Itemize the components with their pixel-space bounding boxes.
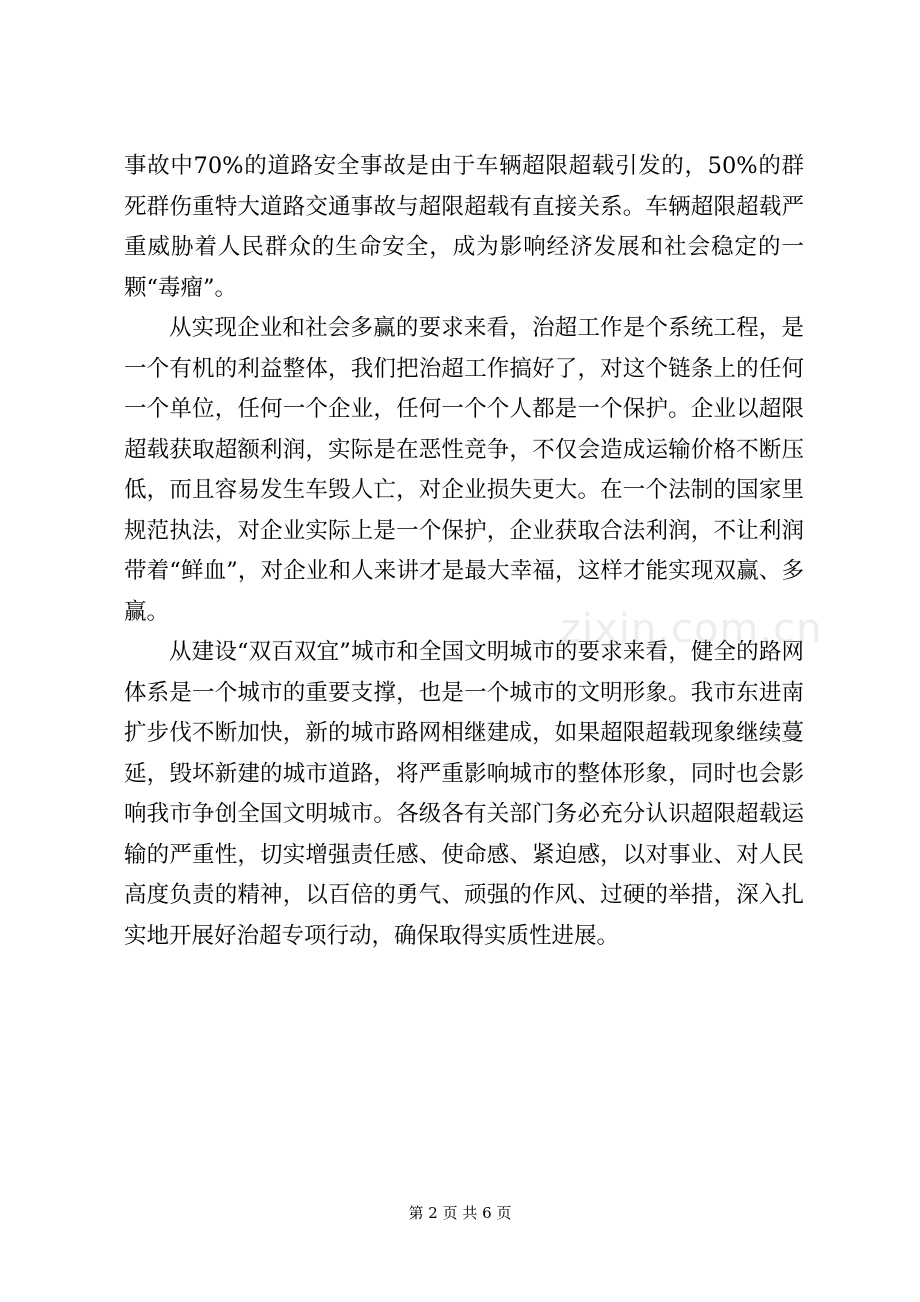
document-body: [124, 146, 804, 956]
watermark-text: zixin.com.cn: [560, 606, 823, 652]
page-footer-number: 第 2 页 共 6 页: [408, 1204, 512, 1222]
paragraph-3: 从建设“双百双宜”城市和全国文明城市的要求来看，健全的路网体系是一个城市的重要支撑，也是一个城市的文明形象。我市东进南扩步伐不断加快，新的城市路网相继建成，如果超限超载现象继续蔓延，毁坏新建的城市道路，将严重影响城市的整体形象，同时也会影响我市争创全国文明城市。各级各有关部门务必充分认识超限超载运输的严重性，切实增强责任感、使命感、紧迫感，以对事业、对人民高度负责的精神，以百倍的勇气、顽强的作风、过硬的举措，深入扎实地开展好治超专项行动，确保取得实质性进展。: [124, 639, 804, 949]
paragraph-2: 从实现企业和社会多赢的要求来看，治超工作是个系统工程，是一个有机的利益整体，我们把治超工作搞好了，对这个链条上的任何一个单位，任何一个企业，任何一个个人都是一个保护。企业以超限超载获取超额利润，实际是在恶性竞争，不仅会造成运输价格不断压低，而且容易发生车毁人亡，对企业损失更大。在一个法制的国家里规范执法，对企业实际上是一个保护，企业获取合法利润，不让利润带着“鲜血”，对企业和人来讲才是最大幸福，这样才能实现双赢、多赢。: [124, 315, 804, 625]
paragraph-1: 事故中70%的道路安全事故是由于车辆超限超载引发的，50%的群死群伤重特大道路交通事故与超限超载有直接关系。车辆超限超载严重威胁着人民群众的生命安全，成为影响经济发展和社会稳定的一颗“毒瘤”。: [124, 153, 804, 301]
